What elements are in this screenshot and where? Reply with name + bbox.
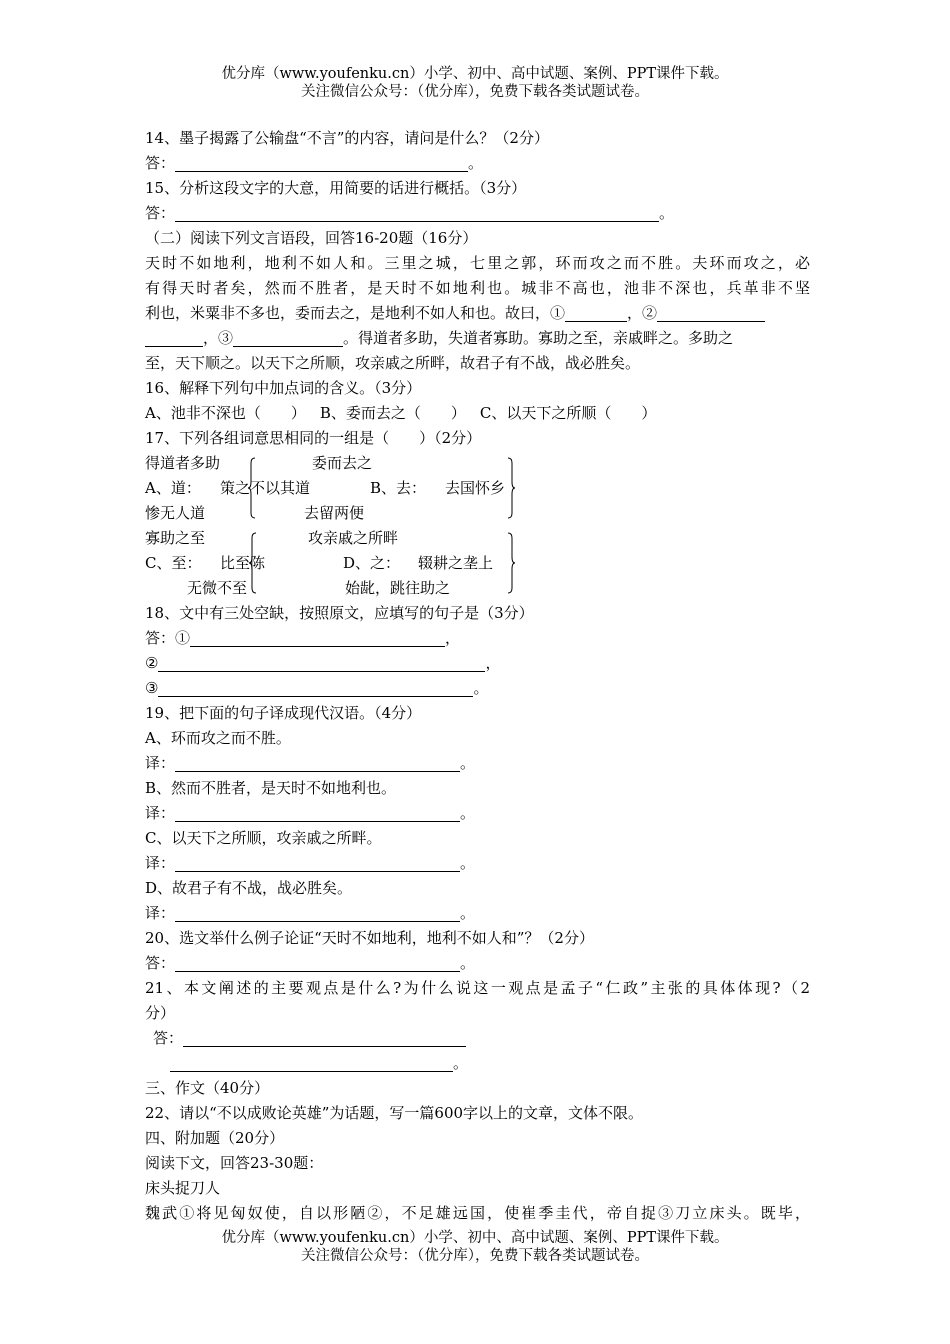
q17-group-ab: [145, 451, 810, 526]
answer-blank[interactable]: [190, 628, 445, 647]
translation-line-c: 译： 。: [145, 854, 476, 872]
translation-line-a: 译： 。: [145, 754, 476, 772]
q17-d-mid: 辍耕之垄上: [418, 554, 494, 572]
answer-line-14: 答： 。: [145, 154, 484, 172]
q17-b-top: 委而去之: [312, 454, 373, 472]
answer-blank[interactable]: [175, 953, 460, 972]
passage-line-2: 有得天时者矣，然而不胜者，是天时不如地利也。城非不高也，池非不深也，兵革非不坚: [145, 279, 810, 297]
left-brace-icon: [248, 457, 255, 519]
footer-line-2: 关注微信公众号：（优分库），免费下载各类试题试卷。: [301, 1248, 649, 1264]
blank-1[interactable]: [565, 303, 627, 322]
answer-line-18-2: ② ，: [145, 654, 501, 672]
answer-blank[interactable]: [170, 1053, 453, 1072]
section-4-intro: 阅读下文，回答23-30题：: [145, 1154, 324, 1172]
q19-d: D、故君子有不战，战必胜矣。: [145, 879, 353, 897]
answer-blank[interactable]: [183, 1028, 466, 1047]
document-body: [145, 126, 810, 1226]
question-15: 15、分析这段文字的大意，用简要的话进行概括。（3分）: [145, 179, 527, 197]
question-19: 19、把下面的句子译成现代汉语。（4分）: [145, 704, 422, 722]
answer-blank[interactable]: [175, 153, 468, 172]
question-16: 16、解释下列句中加点词的含义。（3分）: [145, 379, 422, 397]
question-17: 17、下列各组词意思相同的一组是（ ）（2分）: [145, 429, 482, 447]
translation-line-d: 译： 。: [145, 904, 476, 922]
blank-2-cont[interactable]: [145, 328, 203, 347]
option-b: B、委而去之（ ）: [319, 404, 466, 422]
right-brace-icon: [508, 532, 515, 594]
question-14: 14、墨子揭露了公输盘“不言”的内容，请问是什么？（2分）: [145, 129, 549, 147]
answer-blank[interactable]: [175, 803, 460, 822]
q17-b-bot: 去留两便: [304, 504, 365, 522]
answer-line-21-2: 。: [145, 1051, 810, 1076]
q19-a: A、环而攻之而不胜。: [145, 729, 291, 747]
section-4-title: 四、附加题（20分）: [145, 1129, 285, 1147]
answer-line-15: 答： 。: [145, 204, 675, 222]
page-footer: [0, 1229, 950, 1265]
answer-line-20: 答： 。: [145, 954, 476, 972]
blank-2[interactable]: [657, 303, 765, 322]
footer-line-1: 优分库（www.youfenku.cn）小学、初中、高中试题、案例、PPT课件下载。: [221, 1230, 729, 1246]
header-line-1: 优分库（www.youfenku.cn）小学、初中、高中试题、案例、PPT课件下载。: [221, 66, 729, 82]
section-2-title: （二）阅读下列文言语段，回答16-20题（16分）: [145, 229, 478, 247]
answer-blank[interactable]: [175, 853, 460, 872]
answer-blank[interactable]: [175, 753, 460, 772]
answer-blank[interactable]: [175, 903, 460, 922]
answer-line-18-3: ③ 。: [145, 679, 489, 697]
option-c: C、以天下之所顺（ ）: [479, 404, 657, 422]
q17-c-label: C、至：: [145, 554, 202, 572]
q17-d-bot: 始龀，跳往助之: [345, 579, 451, 597]
passage-line-4: ，③ 。得道者多助，失道者寡助。寡助之至，亲戚畔之。多助之: [145, 326, 810, 351]
question-21: 21、本文阐述的主要观点是什么?为什么说这一观点是孟子“仁政”主张的具体体现?（2: [145, 979, 810, 997]
passage-line-1: 天时不如地利，地利不如人和。三里之城，七里之郭，环而攻之而不胜。夫环而攻之，必: [145, 254, 810, 272]
q17-a-label: A、道：: [145, 479, 201, 497]
q17-a-mid: 策之不以其道: [220, 479, 311, 497]
q17-b-mid: 去国怀乡: [445, 479, 506, 497]
answer-blank[interactable]: [175, 203, 659, 222]
answer-blank[interactable]: [158, 653, 485, 672]
right-brace-icon: [508, 457, 515, 519]
question-20: 20、选文举什么例子论证“天时不如地利，地利不如人和”？（2分）: [145, 929, 594, 947]
q17-c-bot: 无微不至: [187, 579, 248, 597]
passage-line-5: 至，天下顺之。以天下之所顺，攻亲戚之所畔，故君子有不战，战必胜矣。: [145, 354, 641, 372]
q17-c-top: 寡助之至: [145, 529, 206, 547]
q19-c: C、以天下之所顺，攻亲戚之所畔。: [145, 829, 382, 847]
question-22: 22、请以“不以成败论英雄”为话题，写一篇600字以上的文章，文体不限。: [145, 1104, 644, 1122]
q17-c-mid: 比至陈: [220, 554, 266, 572]
story-line-1: 魏武①将见匈奴使，自以形陋②，不足雄远国，使崔季圭代，帝自捉③刀立床头。既毕，: [145, 1204, 810, 1222]
answer-blank[interactable]: [158, 678, 473, 697]
q17-a-bot: 惨无人道: [145, 504, 206, 522]
question-16-options: [145, 401, 810, 426]
q17-b-label: B、去：: [370, 479, 427, 497]
page-header: [0, 65, 950, 101]
header-line-2: 关注微信公众号：（优分库），免费下载各类试题试卷。: [301, 84, 649, 100]
q17-d-top: 攻亲戚之所畔: [308, 529, 399, 547]
passage-line-3: 利也，米粟非不多也，委而去之，是地利不如人和也。故曰，① ，②: [145, 301, 810, 326]
q17-d-label: D、之：: [343, 554, 401, 572]
q19-b: B、然而不胜者，是天时不如地利也。: [145, 779, 397, 797]
story-title: 床头捉刀人: [145, 1179, 221, 1197]
answer-line-21-1: 答：: [145, 1026, 810, 1051]
answer-line-18-1: 答：① ，: [145, 629, 461, 647]
option-a: A、池非不深也（ ）: [145, 404, 306, 422]
left-brace-icon: [249, 532, 256, 594]
question-21-cont: 分）: [145, 1004, 176, 1022]
q17-a-top: 得道者多助: [145, 454, 221, 472]
translation-line-b: 译： 。: [145, 804, 476, 822]
question-18: 18、文中有三处空缺，按照原文，应填写的句子是（3分）: [145, 604, 534, 622]
blank-3[interactable]: [233, 328, 343, 347]
q17-group-cd: [145, 526, 810, 601]
section-3-title: 三、作文（40分）: [145, 1079, 270, 1097]
